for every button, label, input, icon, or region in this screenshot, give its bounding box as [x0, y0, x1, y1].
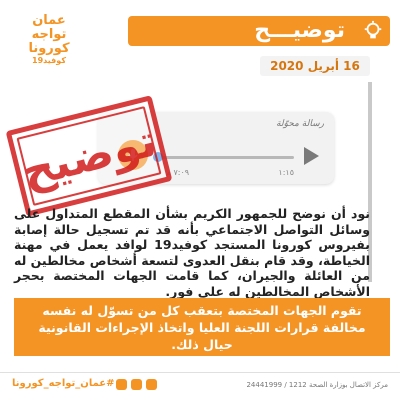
- play-icon[interactable]: [302, 146, 320, 166]
- clarification-stamp: [6, 95, 173, 217]
- facebook-icon[interactable]: [146, 379, 157, 390]
- logo-line1: عمان: [32, 13, 66, 28]
- footer-hashtag: #عمان_تواجه_كورونا: [12, 378, 115, 389]
- twitter-icon[interactable]: [116, 379, 127, 390]
- logo-line2: تواجه كورونا: [28, 27, 70, 56]
- page-title: توضيـــح: [254, 18, 345, 43]
- body-paragraph: نود أن نوضح للجمهور الكريم بشأن المقطع المتداول على وسائل التواصل الاجتماعي بأنه قد تم تسجيل حالة إصابة بفيروس كورونا المستجد كوفيد19 لوافد يعمل في مهنة الخياطة، وقد قام بنقل العدوى لتسعة أشخاص مخالطين له من العائلة والجيران، كما قامت الجهات المختصة بحجر الأشخاص المخالطين له على فور.: [14, 206, 370, 299]
- logo: [14, 13, 84, 65]
- forwarded-label: رسالة محوّلة: [276, 119, 324, 129]
- stamp-text: توضيح: [16, 114, 162, 198]
- audio-progress-track[interactable]: [158, 156, 294, 159]
- duration-label: ١:١٥: [278, 168, 294, 177]
- footer-contact-info: مركز الاتصال بوزارة الصحة 1212 / 24441999: [246, 381, 388, 389]
- instagram-icon[interactable]: [131, 379, 142, 390]
- warning-callout: تقوم الجهات المختصة بتعقب كل من تسوّل له نفسه مخالفة قرارات اللجنة العليا واتخاذ الإجراءات القانونية حيال ذلك.: [14, 298, 390, 356]
- message-time: ٧:٠٩ م: [166, 168, 190, 177]
- logo-line3: كوفيد19: [32, 56, 66, 65]
- footer-divider: [0, 372, 400, 373]
- date-badge: 16 أبريل 2020: [260, 56, 370, 76]
- lightbulb-icon: [358, 16, 388, 46]
- stamp-border: [16, 106, 161, 206]
